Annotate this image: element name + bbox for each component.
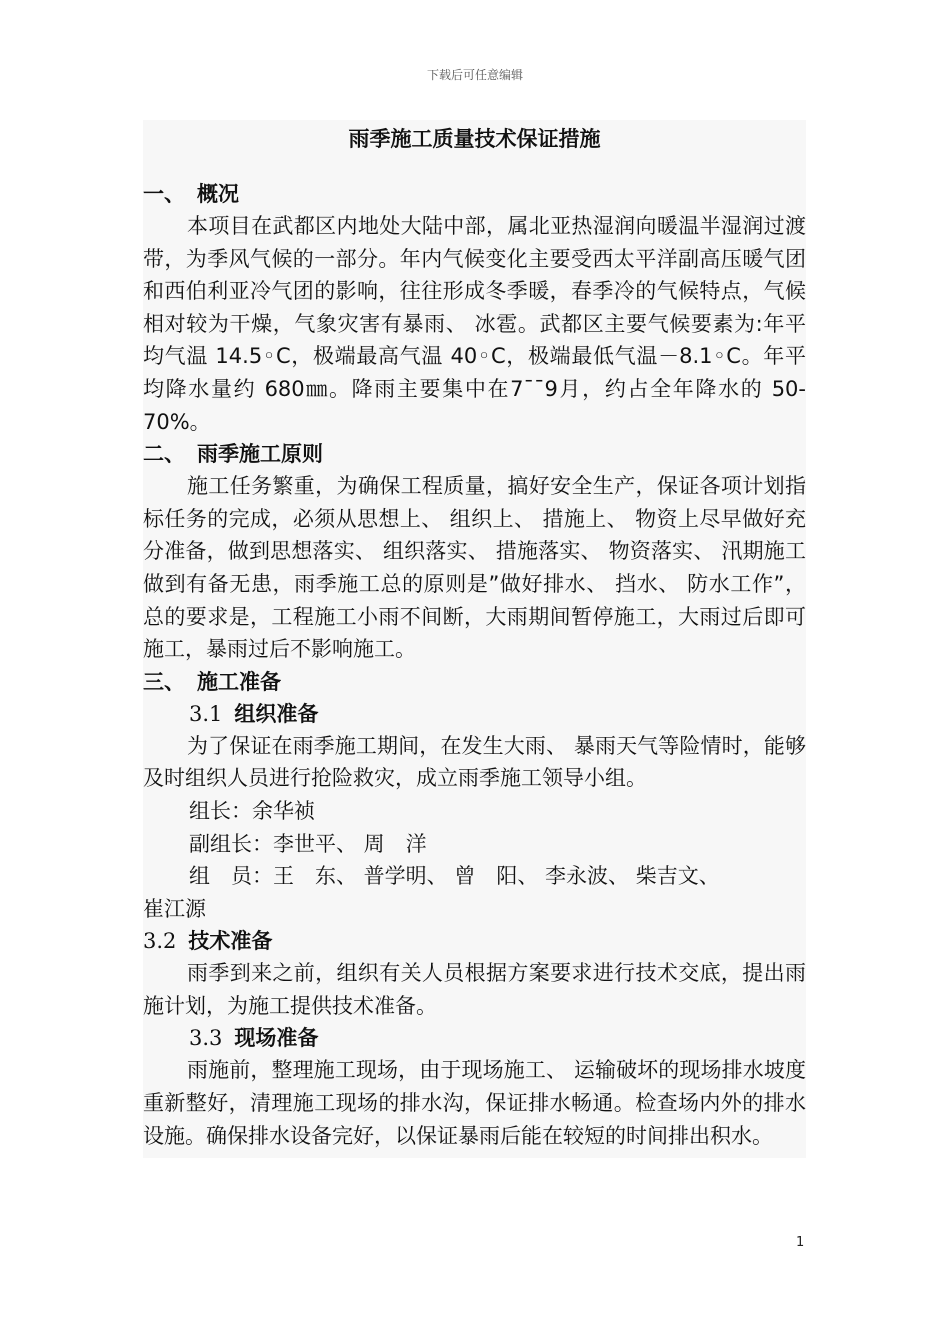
subsection-title: 技术准备: [188, 929, 273, 954]
team-deputy: 副组长：李世平、 周 洋: [189, 831, 427, 856]
subsection-title: 现场准备: [234, 1026, 319, 1051]
section-1-heading: [143, 178, 806, 210]
subsection-number: 3.2: [143, 929, 177, 954]
section-title: 施工准备: [197, 669, 281, 694]
subsection-number: 3.3: [189, 1026, 223, 1051]
header-note: 下载后可任意编辑: [426, 68, 523, 82]
subsection-3-3-heading: [143, 1022, 806, 1054]
subsection-3-2-paragraph: 雨季到来之前，组织有关人员根据方案要求进行技术交底，提出雨施计划，为施工提供技术准备。: [143, 961, 806, 1018]
section-title: 概况: [197, 182, 239, 206]
subsection-3-2-heading: [143, 925, 806, 957]
section-number: 二、: [143, 442, 185, 467]
subsection-3-1-paragraph: 为了保证在雨季施工期间，在发生大雨、 暴雨天气等险情时，能够及时组织人员进行抢险救灾，成立雨季施工领导小组。: [143, 733, 806, 791]
section-2-heading: [143, 438, 806, 470]
section-title: 雨季施工原则: [197, 442, 323, 467]
subsection-3-3-paragraph: 雨施前，整理施工现场，由于现场施工、 运输破坏的现场排水坡度重新整好，清理施工现场的排水沟，保证排水畅通。检查场内外的排水设施。确保排水设备完好，以保证暴雨后能在较短的时间排出积水。: [143, 1058, 806, 1148]
document-title: 雨季施工质量技术保证措施: [348, 127, 601, 151]
section-3-heading: [143, 666, 806, 698]
document-body: [143, 120, 806, 1158]
subsection-number: 3.1: [189, 701, 223, 726]
section-number: 三、: [143, 669, 185, 694]
page-number: 1: [796, 1235, 805, 1250]
team-members-continued: 崔江源: [143, 896, 206, 921]
subsection-3-1-heading: [143, 698, 806, 730]
section-1-paragraph: 本项目在武都区内地处大陆中部，属北亚热湿润向暖温半湿润过渡带，为季风气候的一部分。年内气候变化主要受西太平洋副高压暖气团和西伯利亚冷气团的影响，往往形成冬季暖，春季冷的气候特点，气候相对较为干燥，气象灾害有暴雨、 冰雹。武都区主要气候要素为:年平均气温 14.5◦C，极端最高气温 40◦C，极端最低气温－8.1◦C。年平均降水量约 680㎜。降雨主要集中在7¯¯9月，约占全年降水的 50-70%。: [143, 214, 806, 434]
section-number: 一、: [143, 182, 185, 206]
team-members: 组 员：王 东、 普学明、 曾 阳、 李永波、 柴吉文、: [189, 864, 720, 889]
subsection-title: 组织准备: [234, 701, 319, 726]
team-leader: 组长：余华祯: [189, 798, 315, 823]
section-2-paragraph: 施工任务繁重，为确保工程质量，搞好安全生产，保证各项计划指标任务的完成，必须从思想上、 组织上、 措施上、 物资上尽早做好充分准备，做到思想落实、 组织落实、 措施落实、 物资落实、 汛期施工做到有备无患，雨季施工总的原则是”做好排水、 挡水、 防水工作”，总的要求是，工程施工小雨不间断，大雨期间暂停施工，大雨过后即可施工，暴雨过后不影响施工。: [143, 474, 806, 662]
